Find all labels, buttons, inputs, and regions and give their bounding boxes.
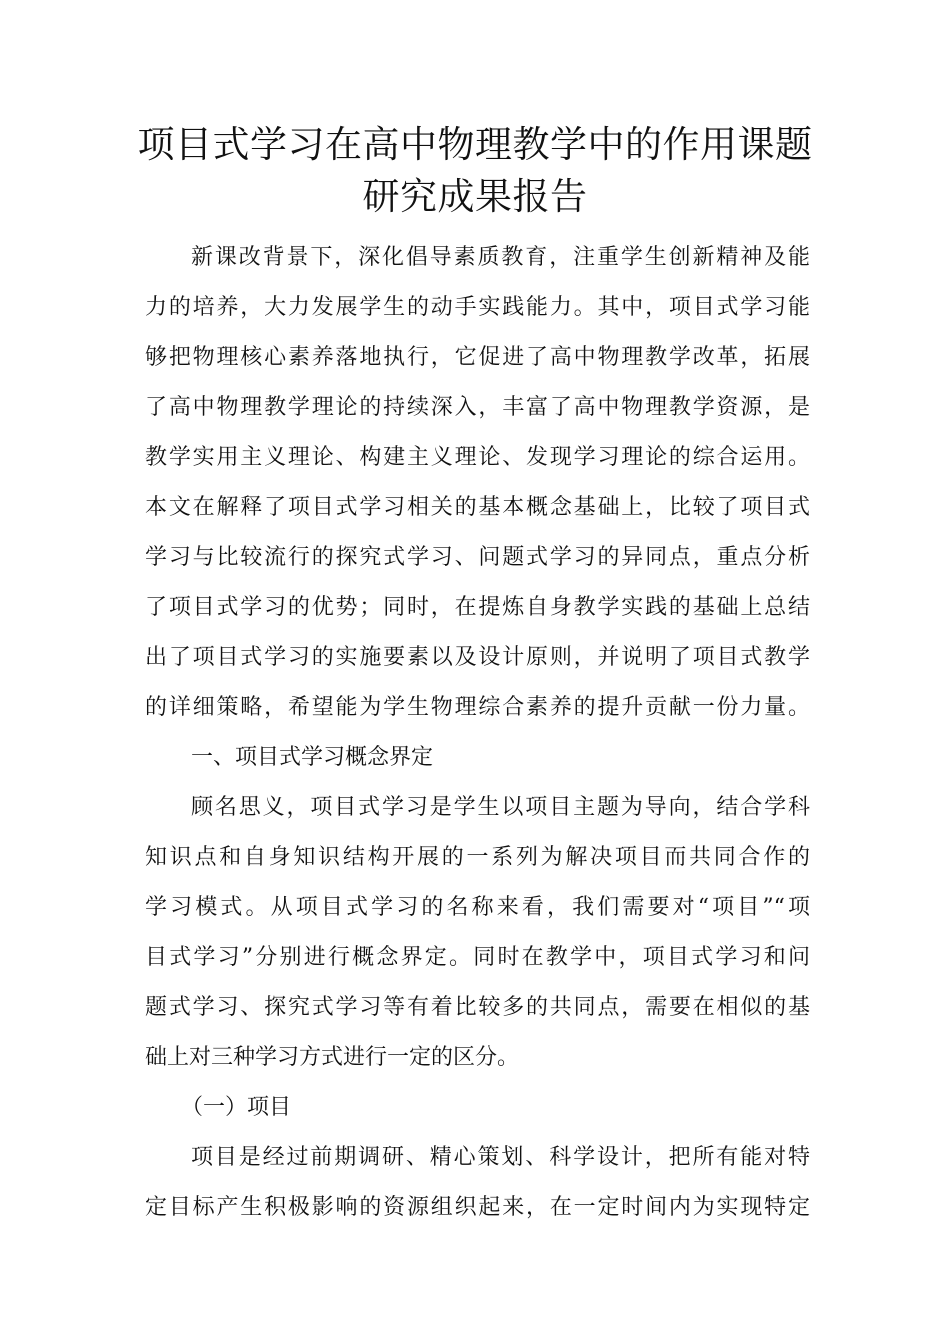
paragraph-line: 的详细策略，希望能为学生物理综合素养的提升贡献一份力量。 bbox=[145, 695, 810, 720]
paragraph-line: 础上对三种学习方式进行一定的区分。 bbox=[145, 1045, 520, 1070]
paragraph-line: 了项目式学习的优势；同时，在提炼自身教学实践的基础上总结 bbox=[145, 595, 810, 620]
paragraph-line: 了高中物理教学理论的持续深入，丰富了高中物理教学资源，是 bbox=[145, 395, 810, 420]
paragraph-line: 学习模式。从项目式学习的名称来看，我们需要对“项目”“项 bbox=[145, 895, 810, 920]
paragraph-line: 学习与比较流行的探究式学习、问题式学习的异同点，重点分析 bbox=[145, 545, 810, 570]
document-title-line-2: 研究成果报告 bbox=[362, 175, 588, 218]
paragraph-line: 教学实用主义理论、构建主义理论、发现学习理论的综合运用。 bbox=[145, 445, 810, 470]
document-title-line-1: 项目式学习在高中物理教学中的作用课题 bbox=[137, 123, 813, 166]
subsection-heading: （一）项目 bbox=[181, 1095, 292, 1120]
paragraph-line: 力的培养，大力发展学生的动手实践能力。其中，项目式学习能 bbox=[145, 295, 810, 320]
paragraph-line: 本文在解释了项目式学习相关的基本概念基础上，比较了项目式 bbox=[145, 495, 810, 520]
paragraph-line: 出了项目式学习的实施要素以及设计原则，并说明了项目式教学 bbox=[145, 645, 810, 670]
paragraph-line: 顾名思义，项目式学习是学生以项目主题为导向，结合学科 bbox=[191, 795, 810, 820]
paragraph-line: 目式学习”分别进行概念界定。同时在教学中，项目式学习和问 bbox=[145, 945, 810, 970]
paragraph-line: 新课改背景下，深化倡导素质教育，注重学生创新精神及能 bbox=[191, 245, 810, 270]
paragraph-line: 项目是经过前期调研、精心策划、科学设计，把所有能对特 bbox=[191, 1145, 810, 1170]
paragraph-line: 够把物理核心素养落地执行，它促进了高中物理教学改革，拓展 bbox=[145, 345, 810, 370]
paragraph-line: 定目标产生积极影响的资源组织起来，在一定时间内为实现特定 bbox=[145, 1195, 810, 1220]
paragraph-line: 知识点和自身知识结构开展的一系列为解决项目而共同合作的 bbox=[145, 845, 810, 870]
section-heading: 一、项目式学习概念界定 bbox=[191, 745, 434, 770]
paragraph-line: 题式学习、探究式学习等有着比较多的共同点，需要在相似的基 bbox=[145, 995, 810, 1020]
